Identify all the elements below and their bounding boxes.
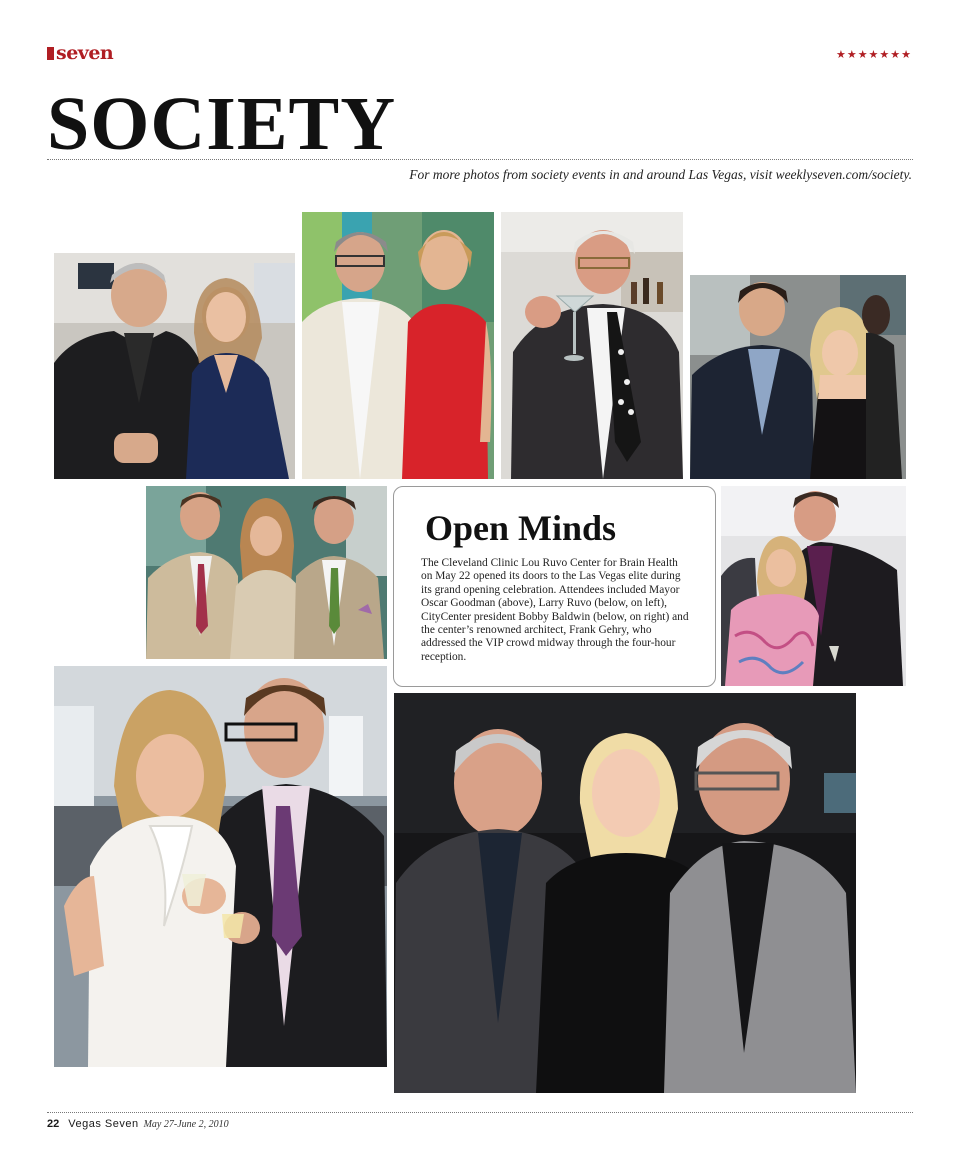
event-photo xyxy=(54,253,295,479)
event-photo xyxy=(54,666,387,1067)
event-photo xyxy=(501,212,683,479)
issue-date: May 27-June 2, 2010 xyxy=(143,1119,229,1130)
header-divider xyxy=(47,159,913,160)
event-photo xyxy=(302,212,494,479)
event-photo xyxy=(394,693,856,1093)
publication-name: Vegas Seven xyxy=(68,1118,139,1130)
masthead-logo xyxy=(47,43,113,63)
story-panel xyxy=(393,486,716,687)
event-photo xyxy=(721,486,906,686)
logo-text: seven xyxy=(56,42,114,64)
event-photo xyxy=(690,275,906,479)
tagline: For more photos from society events in and around Las Vegas, visit weeklyseven.com/society. xyxy=(409,167,912,182)
footer-divider xyxy=(47,1112,913,1113)
page-footer xyxy=(47,1117,229,1132)
logo-bar xyxy=(47,47,54,60)
story-title: Open Minds xyxy=(425,508,617,548)
event-photo xyxy=(146,486,387,659)
page-number: 22 xyxy=(47,1118,60,1130)
story-body: The Cleveland Clinic Lou Ruvo Center for Brain Health on May 22 opened its doors to the Las Vegas elite during its grand opening celebration. Attendees included Mayor Oscar Goodman (above), Larry Ruvo (below, on left), CityCenter president Bobby Baldwin (below, on right) and the center’s renowned architect, Frank Gehry, who addressed the VIP crowd midway through the four-hour reception. xyxy=(421,557,689,663)
star-rating-ornament: ★★★★★★★ xyxy=(835,49,912,61)
section-title: SOCIETY xyxy=(47,82,397,166)
